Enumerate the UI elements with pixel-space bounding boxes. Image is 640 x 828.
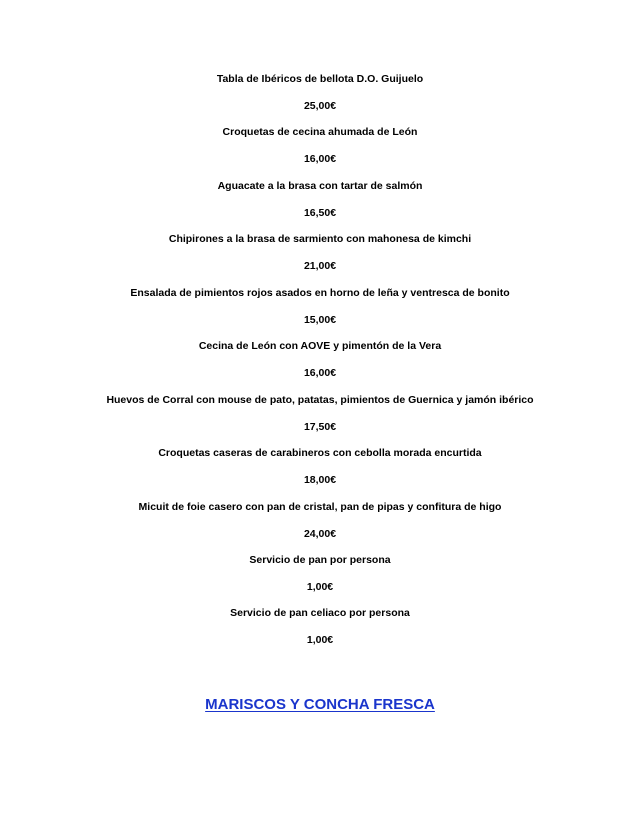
section-heading xyxy=(0,696,640,714)
menu-item-price: 25,00€ xyxy=(303,100,337,112)
menu-item-name: Servicio de pan celiaco por persona xyxy=(230,607,410,620)
menu-item xyxy=(0,607,640,660)
menu-item xyxy=(0,554,640,607)
menu-item xyxy=(0,501,640,554)
menu-item-price: 16,50€ xyxy=(303,206,337,219)
menu-item-price: 16,00€ xyxy=(303,367,337,380)
menu-item xyxy=(0,233,640,286)
menu-item-name: Cecina de León con AOVE y pimentón de la Vera xyxy=(198,340,442,353)
menu-item-price: 21,00€ xyxy=(303,260,337,273)
menu-item-name: Croquetas caseras de carabineros con cebolla morada encurtida xyxy=(158,447,482,460)
menu-item-name: Aguacate a la brasa con tartar de salmón xyxy=(217,179,423,192)
section-link-mariscos[interactable]: MARISCOS Y CONCHA FRESCA xyxy=(205,696,435,713)
menu-item-price: 17,50€ xyxy=(303,420,337,433)
menu-item-name: Chipirones a la brasa de sarmiento con mahonesa de kimchi xyxy=(168,233,472,246)
menu-item xyxy=(0,287,640,340)
menu-item xyxy=(0,180,640,233)
menu-item-name: Tabla de Ibéricos de bellota D.O. Guijuelo xyxy=(216,73,424,85)
menu-item-price: 16,00€ xyxy=(303,153,337,166)
menu-item-price: 18,00€ xyxy=(303,474,337,487)
menu-list xyxy=(0,73,640,661)
menu-item-name: Ensalada de pimientos rojos asados en horno de leña y ventresca de bonito xyxy=(130,286,510,299)
menu-item-name: Servicio de pan por persona xyxy=(249,553,391,566)
menu-item-name: Huevos de Corral con mouse de pato, patatas, pimientos de Guernica y jamón ibérico xyxy=(106,393,534,406)
menu-item-price: 1,00€ xyxy=(306,634,334,647)
menu-item xyxy=(0,447,640,500)
menu-item-price: 1,00€ xyxy=(306,580,334,593)
menu-item xyxy=(0,126,640,179)
menu-item xyxy=(0,73,640,126)
menu-item-name: Croquetas de cecina ahumada de León xyxy=(222,126,418,139)
menu-item xyxy=(0,394,640,447)
menu-item-name: Micuit de foie casero con pan de cristal, pan de pipas y confitura de higo xyxy=(138,500,502,513)
menu-item xyxy=(0,340,640,393)
menu-item-price: 24,00€ xyxy=(303,527,337,540)
menu-item-price: 15,00€ xyxy=(303,313,337,326)
